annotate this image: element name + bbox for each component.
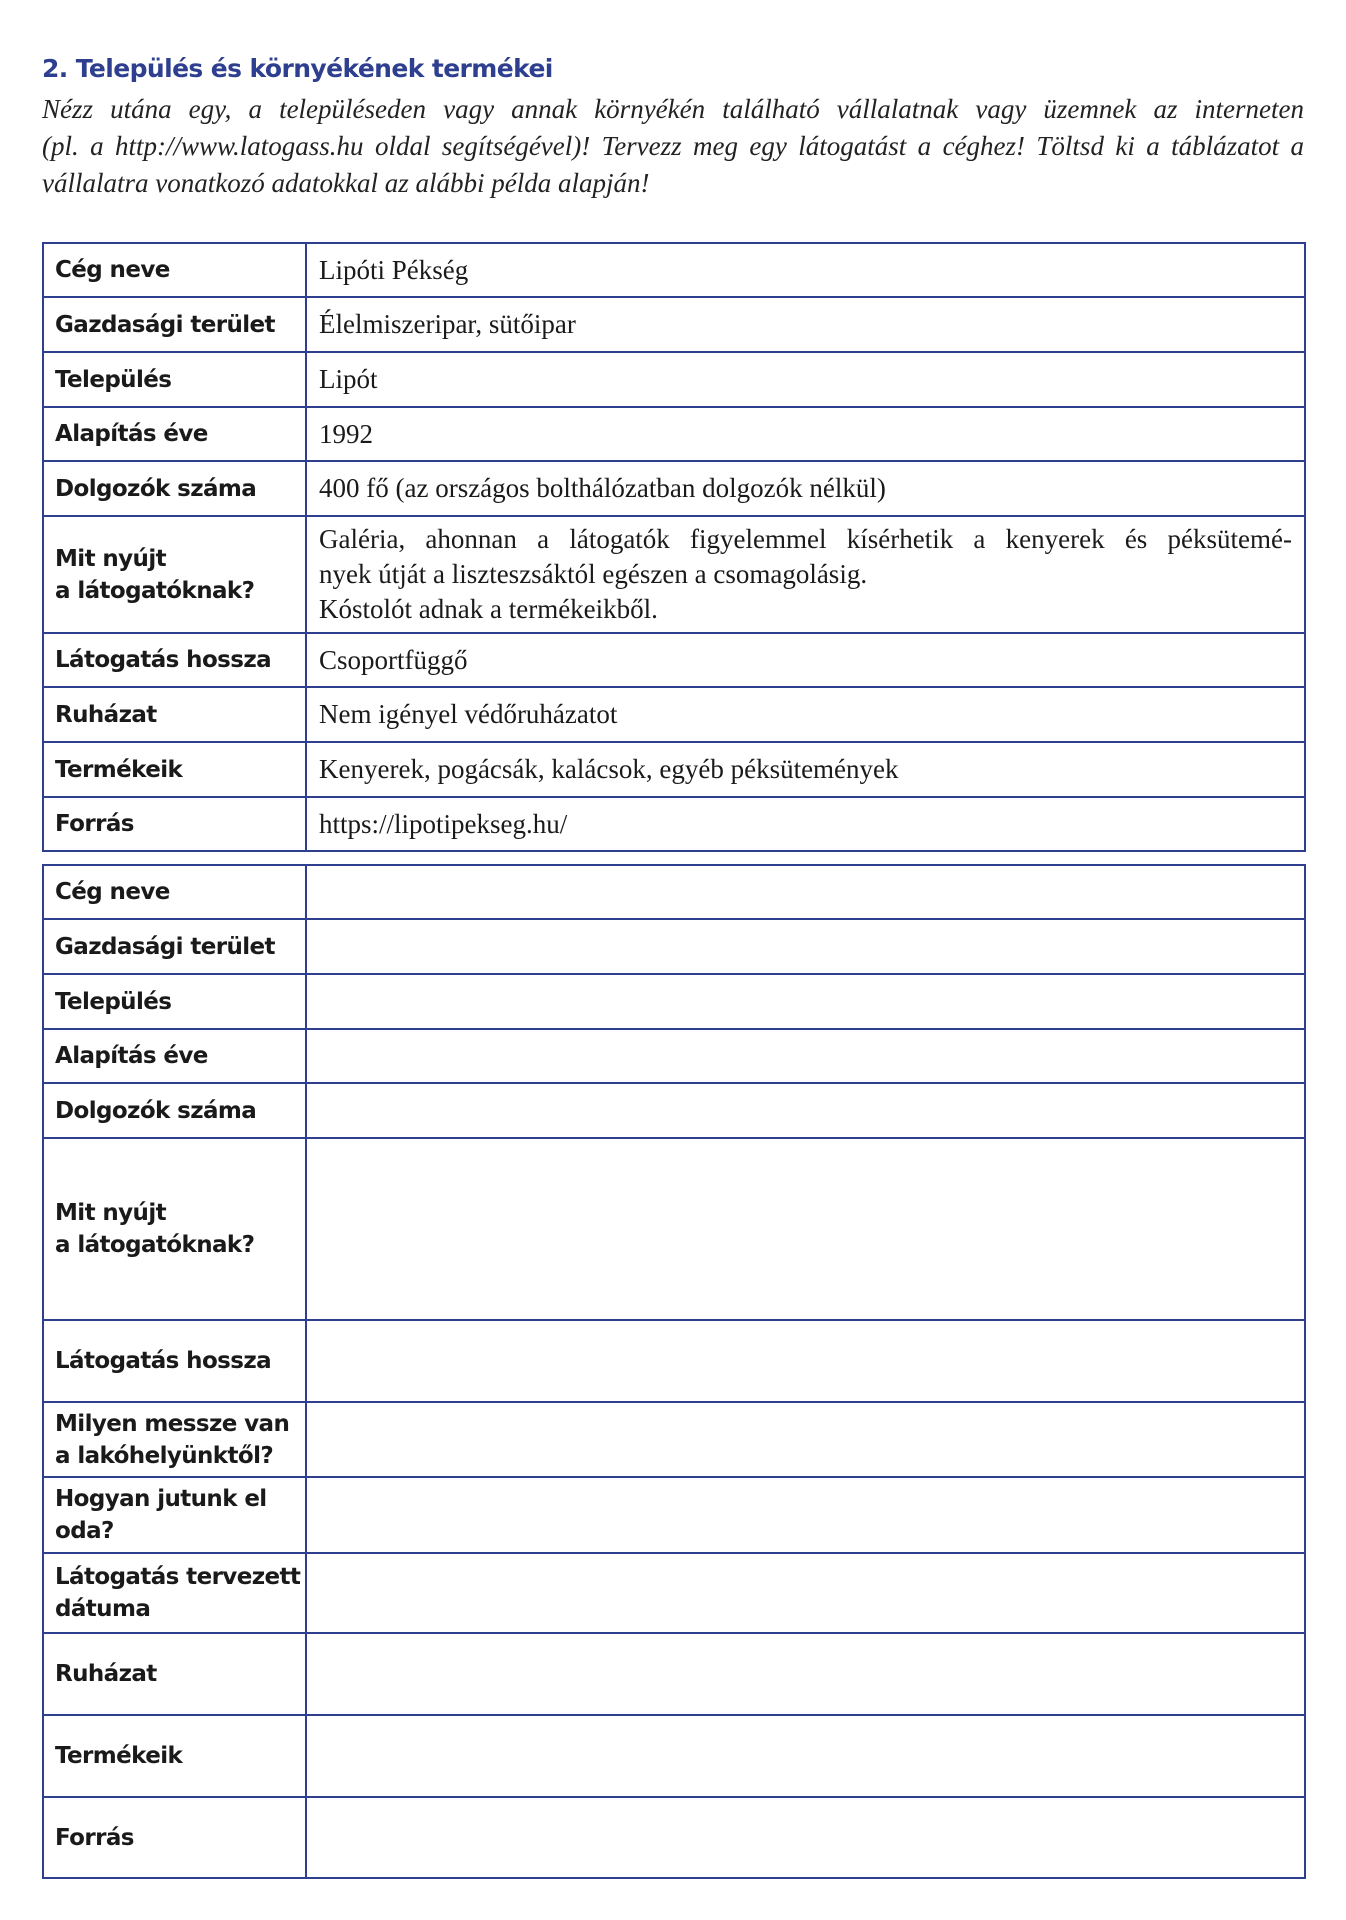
row-label: Gazdasági terület — [43, 919, 306, 974]
row-label: Látogatás hossza — [43, 633, 306, 687]
row-label-line: dátuma — [55, 1596, 151, 1622]
row-value: https://lipotipekseg.hu/ — [306, 797, 1305, 851]
table-row — [43, 1320, 1305, 1402]
row-label: Ruházat — [43, 1633, 306, 1715]
row-value-line: Kóstolót adnak a termékeikből. — [319, 594, 658, 624]
row-label — [43, 1402, 306, 1477]
table-row — [43, 297, 1305, 352]
instructions-line: Nézz utána egy, a településeden vagy annak környékén található vállalatnak vagy üzemnek az interneten — [42, 94, 1304, 124]
row-label-line: Hogyan jutunk el — [55, 1486, 267, 1512]
row-label: Gazdasági terület — [43, 297, 306, 352]
row-label: Forrás — [43, 797, 306, 851]
instructions — [42, 91, 1304, 202]
row-label: Látogatás hossza — [43, 1320, 306, 1402]
table-row — [43, 243, 1305, 297]
row-label-line: a lakóhelyünktől? — [55, 1442, 274, 1469]
row-label: Alapítás éve — [43, 407, 306, 461]
page-title: 2. Település és környékének termékei — [42, 54, 553, 83]
row-label-line: Látogatás tervezett — [55, 1564, 301, 1590]
table-row — [43, 1553, 1305, 1633]
table-row — [43, 352, 1305, 407]
table-row — [43, 461, 1305, 516]
row-label — [43, 516, 306, 633]
table-row — [43, 633, 1305, 687]
blank-answer-cell[interactable] — [306, 1715, 1305, 1797]
row-label: Termékeik — [43, 742, 306, 797]
row-value-line: Galéria, ahonnan a látogatók figyelemmel kísérhetik a kenyerek és péksütemé- — [319, 524, 1292, 554]
blank-answer-cell[interactable] — [306, 1797, 1305, 1878]
table-row — [43, 1715, 1305, 1797]
row-value-line: nyek útját a liszteszsáktól egészen a csomagolásig. — [319, 559, 868, 589]
row-value: Csoportfüggő — [306, 633, 1305, 687]
instructions-line: vállalatra vonatkozó adatokkal az alábbi példa alapján! — [42, 168, 650, 198]
row-label-line: Mit nyújt — [55, 545, 166, 572]
blank-answer-cell[interactable] — [306, 1402, 1305, 1477]
example-table — [42, 242, 1306, 852]
row-value: Nem igényel védőruházatot — [306, 687, 1305, 742]
blank-answer-cell[interactable] — [306, 974, 1305, 1029]
blank-answer-cell[interactable] — [306, 1083, 1305, 1138]
table-row — [43, 742, 1305, 797]
row-label: Cég neve — [43, 865, 306, 919]
row-value — [306, 516, 1305, 633]
blank-answer-cell[interactable] — [306, 1477, 1305, 1553]
row-label-line: a látogatóknak? — [55, 577, 255, 604]
row-label: Település — [43, 974, 306, 1029]
row-label — [43, 1553, 306, 1633]
table-row — [43, 1138, 1305, 1320]
row-label-line: Milyen messze van — [55, 1410, 290, 1437]
row-label: Település — [43, 352, 306, 407]
table-row — [43, 687, 1305, 742]
blank-answer-cell[interactable] — [306, 919, 1305, 974]
row-label — [43, 1477, 306, 1553]
row-value: Lipót — [306, 352, 1305, 407]
blank-table — [42, 864, 1306, 1879]
row-label: Alapítás éve — [43, 1029, 306, 1083]
row-value: 400 fő (az országos bolthálózatban dolgozók nélkül) — [306, 461, 1305, 516]
table-row — [43, 1797, 1305, 1878]
table-row — [43, 407, 1305, 461]
row-label-line: a látogatóknak? — [55, 1232, 255, 1258]
table-row — [43, 919, 1305, 974]
row-value: Élelmiszeripar, sütőipar — [306, 297, 1305, 352]
blank-answer-cell[interactable] — [306, 1320, 1305, 1402]
row-label: Cég neve — [43, 243, 306, 297]
blank-answer-cell[interactable] — [306, 1029, 1305, 1083]
row-label-line: Mit nyújt — [55, 1200, 166, 1226]
row-label — [43, 1138, 306, 1320]
table-row — [43, 865, 1305, 919]
row-value: Kenyerek, pogácsák, kalácsok, egyéb péksütemények — [306, 742, 1305, 797]
table-row — [43, 516, 1305, 633]
blank-answer-cell[interactable] — [306, 1633, 1305, 1715]
table-row — [43, 1402, 1305, 1477]
table-row — [43, 1083, 1305, 1138]
blank-answer-cell[interactable] — [306, 865, 1305, 919]
row-label: Dolgozók száma — [43, 1083, 306, 1138]
row-value: Lipóti Pékség — [306, 243, 1305, 297]
table-row — [43, 1477, 1305, 1553]
row-label: Termékeik — [43, 1715, 306, 1797]
table-row — [43, 974, 1305, 1029]
row-label-line: oda? — [55, 1518, 114, 1544]
row-label: Ruházat — [43, 687, 306, 742]
row-label: Dolgozók száma — [43, 461, 306, 516]
table-row — [43, 1029, 1305, 1083]
row-value: 1992 — [306, 407, 1305, 461]
blank-answer-cell[interactable] — [306, 1553, 1305, 1633]
blank-answer-cell[interactable] — [306, 1138, 1305, 1320]
row-label: Forrás — [43, 1797, 306, 1878]
table-row — [43, 797, 1305, 851]
table-row — [43, 1633, 1305, 1715]
instructions-line: (pl. a http://www.latogass.hu oldal segítségével)! Tervezz meg egy látogatást a céghez! Töltsd ki a táblázatot a — [42, 131, 1304, 161]
